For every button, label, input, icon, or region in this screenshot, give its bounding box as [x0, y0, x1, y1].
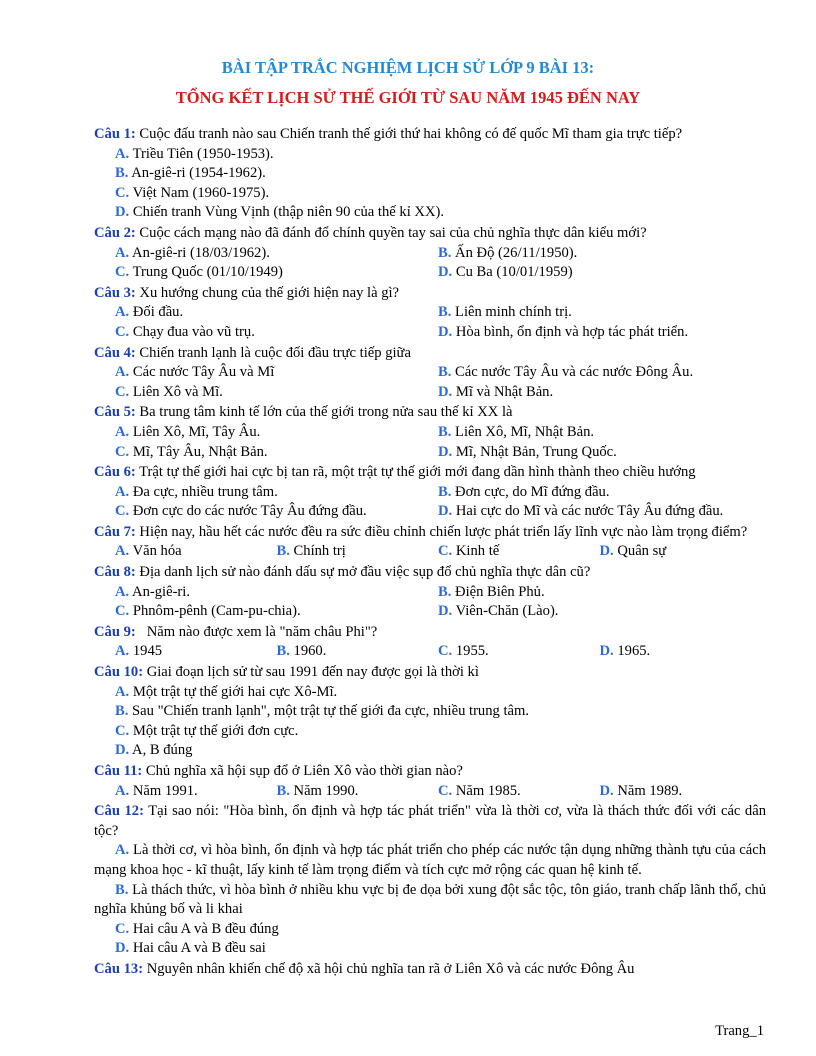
option-d	[115, 741, 192, 761]
option-letter: C.	[438, 782, 453, 799]
option-d	[438, 263, 761, 283]
option-letter: B.	[115, 165, 129, 182]
question-label: Câu 12:	[94, 803, 144, 820]
option-text: Đa cực, nhiều trung tâm.	[129, 483, 278, 500]
option-text: Mĩ và Nhật Bản.	[452, 383, 554, 400]
option-letter: D.	[115, 940, 130, 957]
question-label: Câu 2:	[94, 224, 136, 241]
question-8	[94, 563, 766, 583]
option-letter: D.	[599, 543, 614, 560]
option-c	[438, 642, 600, 662]
option-letter: A.	[115, 683, 130, 700]
option-b	[94, 881, 766, 920]
question-text: Cuộc đấu tranh nào sau Chiến tranh thế giới thứ hai không có đế quốc Mĩ tham gia trực tiếp?	[135, 126, 683, 142]
option-text: A, B đúng	[129, 742, 193, 759]
option-letter: B.	[438, 244, 452, 261]
question-text: Chiến tranh lạnh là cuộc đối đầu trực tiếp giữa	[135, 344, 411, 361]
option-letter: D.	[115, 742, 130, 759]
question-label: Câu 3:	[94, 284, 136, 301]
option-a	[115, 683, 337, 703]
option-text: Cu Ba (10/01/1959)	[452, 264, 573, 281]
question-label: Câu 10:	[94, 664, 144, 681]
option-letter: D.	[438, 503, 453, 520]
option-text: 1955.	[452, 643, 489, 660]
question-label: Câu 7:	[94, 523, 136, 540]
option-letter: A.	[115, 244, 130, 261]
option-letter: B.	[438, 304, 452, 321]
option-text: Là thời cơ, vì hòa bình, ổn định và hợp tác phát triển cho phép các nước tận dụng những thành tựu của cách mạng khoa học - kĩ thuật, lấy kinh tế làm trọng điểm và tích cực mở rộng các quan hệ kinh tế.	[94, 842, 766, 878]
question-text: Nguyên nhân khiến chế độ xã hội chủ nghĩa tan rã ở Liên Xô và các nước Đông Âu	[143, 960, 635, 977]
option-letter: B.	[276, 543, 290, 560]
option-c	[115, 920, 279, 940]
question-label: Câu 11:	[94, 763, 143, 779]
option-c	[115, 443, 438, 463]
question-label: Câu 8:	[94, 564, 136, 581]
option-text: Các nước Tây Âu và các nước Đông Âu.	[451, 364, 694, 381]
option-letter: B.	[438, 423, 452, 440]
option-b	[277, 542, 439, 562]
option-text: Kinh tế	[452, 543, 500, 560]
option-c	[115, 502, 438, 522]
option-a	[115, 363, 438, 383]
question-label: Câu 9:	[94, 623, 136, 640]
option-b	[438, 483, 761, 503]
question-label: Câu 13:	[94, 960, 144, 977]
option-d	[438, 383, 761, 403]
option-a	[94, 841, 766, 880]
option-b	[438, 363, 761, 383]
option-letter: C.	[115, 184, 130, 201]
question-text: Xu hướng chung của thế giới hiện nay là gì?	[135, 284, 400, 301]
option-text: Các nước Tây Âu và Mĩ	[129, 364, 275, 381]
option-a	[115, 642, 277, 662]
option-text: Năm 1989.	[613, 782, 683, 799]
question-12	[94, 802, 766, 841]
option-d	[438, 602, 761, 622]
option-letter: C.	[115, 383, 130, 400]
option-d	[600, 782, 762, 802]
option-text: Chiến tranh Vùng Vịnh (thập niên 90 của thế kỉ XX).	[129, 204, 444, 221]
option-text: Liên minh chính trị.	[451, 304, 572, 321]
question-text: Cuộc cách mạng nào đã đánh đổ chính quyền tay sai của chủ nghĩa thực dân kiểu mới?	[135, 224, 647, 241]
option-text: Trung Quốc (01/10/1949)	[129, 264, 283, 281]
option-text: Hai câu A và B đều sai	[129, 940, 266, 957]
option-letter: B.	[438, 483, 452, 500]
option-letter: A.	[115, 643, 130, 660]
option-text: An-giê-ri.	[129, 583, 190, 600]
question-7	[94, 523, 766, 543]
option-b	[115, 702, 529, 722]
option-text: Viên-Chăn (Lào).	[452, 603, 559, 620]
question-label: Câu 5:	[94, 404, 136, 421]
question-1	[94, 125, 766, 145]
option-text: Liên Xô, Mĩ, Tây Âu.	[129, 423, 261, 440]
option-letter: A.	[115, 782, 130, 799]
option-b	[438, 583, 761, 603]
option-letter: A.	[115, 583, 130, 600]
question-text: Hiện nay, hầu hết các nước đều ra sức điều chỉnh chiến lược phát triển lấy lĩnh vực nào làm trọng điểm?	[135, 523, 748, 540]
option-a	[115, 145, 274, 165]
option-letter: B.	[438, 583, 452, 600]
option-a	[115, 583, 438, 603]
option-text: An-giê-ri (1954-1962).	[128, 165, 266, 182]
option-text: Một trật tự thế giới hai cực Xô-Mĩ.	[129, 683, 338, 700]
option-b	[277, 642, 439, 662]
option-text: Một trật tự thế giới đơn cực.	[129, 722, 299, 739]
option-letter: C.	[115, 323, 130, 340]
option-text: An-giê-ri (18/03/1962).	[129, 244, 270, 261]
option-text: Năm 1990.	[289, 782, 359, 799]
option-letter: D.	[438, 603, 453, 620]
option-b	[277, 782, 439, 802]
option-letter: B.	[115, 881, 129, 898]
question-9	[94, 623, 766, 643]
worksheet-title: BÀI TẬP TRẮC NGHIỆM LỊCH SỬ LỚP 9 BÀI 13:	[221, 58, 595, 77]
question-text: Giai đoạn lịch sử từ sau 1991 đến nay được gọi là thời kì	[143, 664, 479, 681]
option-b	[115, 164, 266, 184]
option-d	[115, 203, 444, 223]
option-text: Quân sự	[613, 543, 667, 560]
option-c	[115, 602, 438, 622]
question-label: Câu 4:	[94, 344, 136, 361]
option-letter: D.	[438, 264, 453, 281]
question-label: Câu 6:	[94, 464, 136, 481]
option-c	[115, 263, 438, 283]
option-c	[115, 323, 438, 343]
option-letter: B.	[438, 364, 452, 381]
question-text: Tại sao nói: "Hòa bình, ổn định và hợp tác phát triển" vừa là thời cơ, vừa là thách thức đối với các dân tộc?	[94, 803, 767, 839]
question-11	[94, 762, 766, 782]
question-text: Chủ nghĩa xã hội sụp đổ ở Liên Xô vào thời gian nào?	[142, 763, 463, 779]
option-text: Hai câu A và B đều đúng	[129, 920, 279, 937]
option-letter: C.	[115, 264, 130, 281]
question-2	[94, 224, 766, 244]
option-text: Triều Tiên (1950-1953).	[129, 145, 274, 162]
option-letter: C.	[438, 543, 453, 560]
option-d	[438, 443, 761, 463]
option-text: Chính trị	[289, 543, 346, 560]
question-10	[94, 663, 766, 683]
question-13	[94, 960, 766, 980]
question-3	[94, 284, 766, 304]
option-letter: C.	[115, 503, 130, 520]
option-c	[438, 542, 600, 562]
option-text: Là thách thức, vì hòa bình ở nhiều khu vực bị đe dọa bởi xung đột sắc tộc, tôn giáo, tranh chấp lãnh thổ, chủ nghĩa khủng bố và li khai	[94, 881, 766, 918]
option-letter: C.	[115, 603, 130, 620]
option-text: Sau "Chiến tranh lạnh", một trật tự thế giới đa cực, nhiều trung tâm.	[128, 703, 530, 720]
option-letter: D.	[115, 204, 130, 221]
option-text: Hòa bình, ổn định và hợp tác phát triển.	[452, 323, 689, 340]
option-letter: D.	[599, 643, 614, 660]
option-text: Phnôm-pênh (Cam-pu-chia).	[129, 603, 301, 620]
option-text: Đơn cực, do Mĩ đứng đầu.	[451, 483, 610, 500]
option-letter: C.	[115, 722, 130, 739]
option-letter: D.	[438, 443, 453, 460]
option-text: Đơn cực do các nước Tây Âu đứng đầu.	[129, 503, 367, 520]
option-c	[115, 722, 298, 742]
option-d	[115, 939, 266, 959]
option-text: Chạy đua vào vũ trụ.	[129, 323, 255, 340]
option-letter: D.	[438, 383, 453, 400]
option-text: Điện Biên Phủ.	[451, 583, 545, 600]
question-text: Trật tự thế giới hai cực bị tan rã, một trật tự thế giới mới đang dần hình thành theo chiều hướng	[135, 464, 696, 481]
option-letter: A.	[115, 304, 130, 321]
option-letter: A.	[115, 145, 130, 162]
option-d	[438, 502, 761, 522]
question-label: Câu 1:	[94, 126, 136, 142]
option-letter: D.	[599, 782, 614, 799]
option-text: Năm 1991.	[129, 782, 198, 799]
option-text: 1965.	[613, 643, 651, 660]
option-d	[438, 323, 761, 343]
question-text: Ba trung tâm kinh tế lớn của thế giới trong nửa sau thế kỉ XX là	[135, 404, 513, 421]
option-text: 1945	[129, 643, 163, 660]
option-letter: A.	[115, 423, 130, 440]
option-d	[600, 542, 762, 562]
worksheet-subtitle: TỔNG KẾT LỊCH SỬ THẾ GIỚI TỪ SAU NĂM 1945 ĐẾN NAY	[175, 88, 641, 107]
option-letter: C.	[438, 643, 453, 660]
option-letter: A.	[115, 842, 130, 859]
option-letter: D.	[438, 323, 453, 340]
option-letter: B.	[115, 703, 129, 720]
option-b	[438, 244, 761, 264]
option-text: Liên Xô, Mĩ, Nhật Bản.	[451, 423, 595, 440]
option-d	[600, 642, 762, 662]
question-text: Năm nào được xem là "năm châu Phi"?	[135, 623, 378, 640]
option-text: Đối đầu.	[129, 304, 184, 321]
question-list	[94, 124, 766, 980]
option-a	[115, 483, 438, 503]
question-5	[94, 403, 766, 423]
question-text: Địa danh lịch sử nào đánh dấu sự mở đầu việc sụp đổ chủ nghĩa thực dân cũ?	[135, 564, 591, 581]
option-text: Ấn Độ (26/11/1950).	[451, 244, 578, 261]
option-letter: B.	[276, 643, 290, 660]
option-letter: C.	[115, 443, 130, 460]
option-b	[438, 423, 761, 443]
option-letter: A.	[115, 543, 130, 560]
option-b	[438, 303, 761, 323]
option-text: Hai cực do Mĩ và các nước Tây Âu đứng đầu.	[452, 503, 724, 520]
option-letter: A.	[115, 483, 130, 500]
option-c	[438, 782, 600, 802]
option-text: Liên Xô và Mĩ.	[129, 383, 223, 400]
option-a	[115, 542, 277, 562]
option-letter: A.	[115, 364, 130, 381]
option-letter: C.	[115, 920, 130, 937]
option-c	[115, 383, 438, 403]
question-6	[94, 463, 766, 483]
option-a	[115, 423, 438, 443]
option-text: Năm 1985.	[452, 782, 521, 799]
option-c	[115, 184, 269, 204]
option-text: Mĩ, Tây Âu, Nhật Bản.	[129, 443, 268, 460]
option-a	[115, 782, 277, 802]
option-text: 1960.	[289, 643, 327, 660]
option-letter: B.	[276, 782, 290, 799]
option-text: Việt Nam (1960-1975).	[129, 184, 270, 201]
option-a	[115, 303, 438, 323]
option-text: Mĩ, Nhật Bản, Trung Quốc.	[452, 443, 617, 460]
option-text: Văn hóa	[129, 543, 182, 560]
option-a	[115, 244, 438, 264]
question-4	[94, 344, 766, 364]
page-number: Trang_1	[715, 1023, 764, 1039]
